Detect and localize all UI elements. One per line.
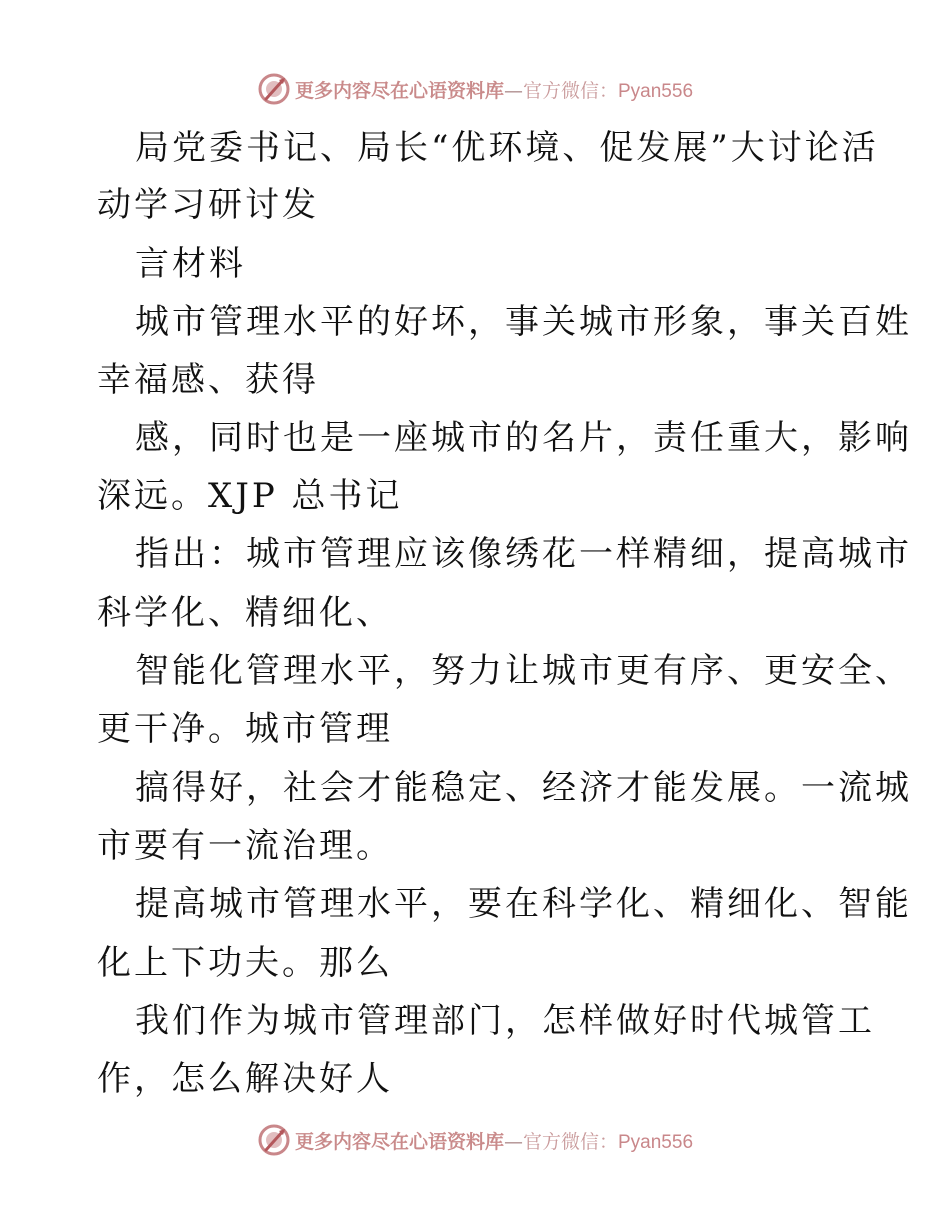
watermark-brand: 更多内容尽在心语资料库 [294,79,504,102]
body-line: 动学习研讨发 [97,185,319,225]
body-line: 幸福感、获得 [97,360,319,400]
watermark-text [295,1127,693,1154]
quill-seal-icon [257,1123,291,1157]
watermark-separator: — [503,1130,523,1153]
body-line: 我们作为城市管理部门，怎样做好时代城管工 [135,1001,875,1041]
body-line: 作，怎么解决好人 [97,1059,393,1099]
body-line: 更干净。城市管理 [97,709,393,749]
body-line: 城市管理水平的好坏，事关城市形象，事关百姓 [135,302,912,342]
body-line: 感，同时也是一座城市的名片，责任重大，影响 [135,418,912,458]
watermark-contact: 官方微信： [522,1130,618,1153]
body-line: 搞得好，社会才能稳定、经济才能发展。一流城 [135,768,912,808]
body-line: 化上下功夫。那么 [97,943,393,983]
body-line: 科学化、精细化、 [97,593,393,633]
body-line: 提高城市管理水平，要在科学化、精细化、智能 [135,884,912,924]
watermark-brand: 更多内容尽在心语资料库 [294,1130,504,1153]
watermark-id: Pyan556 [618,1131,694,1153]
body-line: 指出：城市管理应该像绣花一样精细，提高城市 [135,534,912,574]
footer-watermark [0,1123,950,1157]
watermark-contact: 官方微信： [522,79,618,102]
body-line: 智能化管理水平，努力让城市更有序、更安全、 [135,651,912,691]
body-line: 局党委书记、局长“优环境、促发展”大讨论活 [135,128,879,168]
body-line: 深远。XJP 总书记 [97,476,403,516]
body-line: 市要有一流治理。 [97,826,393,866]
watermark-separator: — [503,79,523,102]
body-line: 言材料 [135,244,246,284]
watermark-id: Pyan556 [618,80,694,102]
